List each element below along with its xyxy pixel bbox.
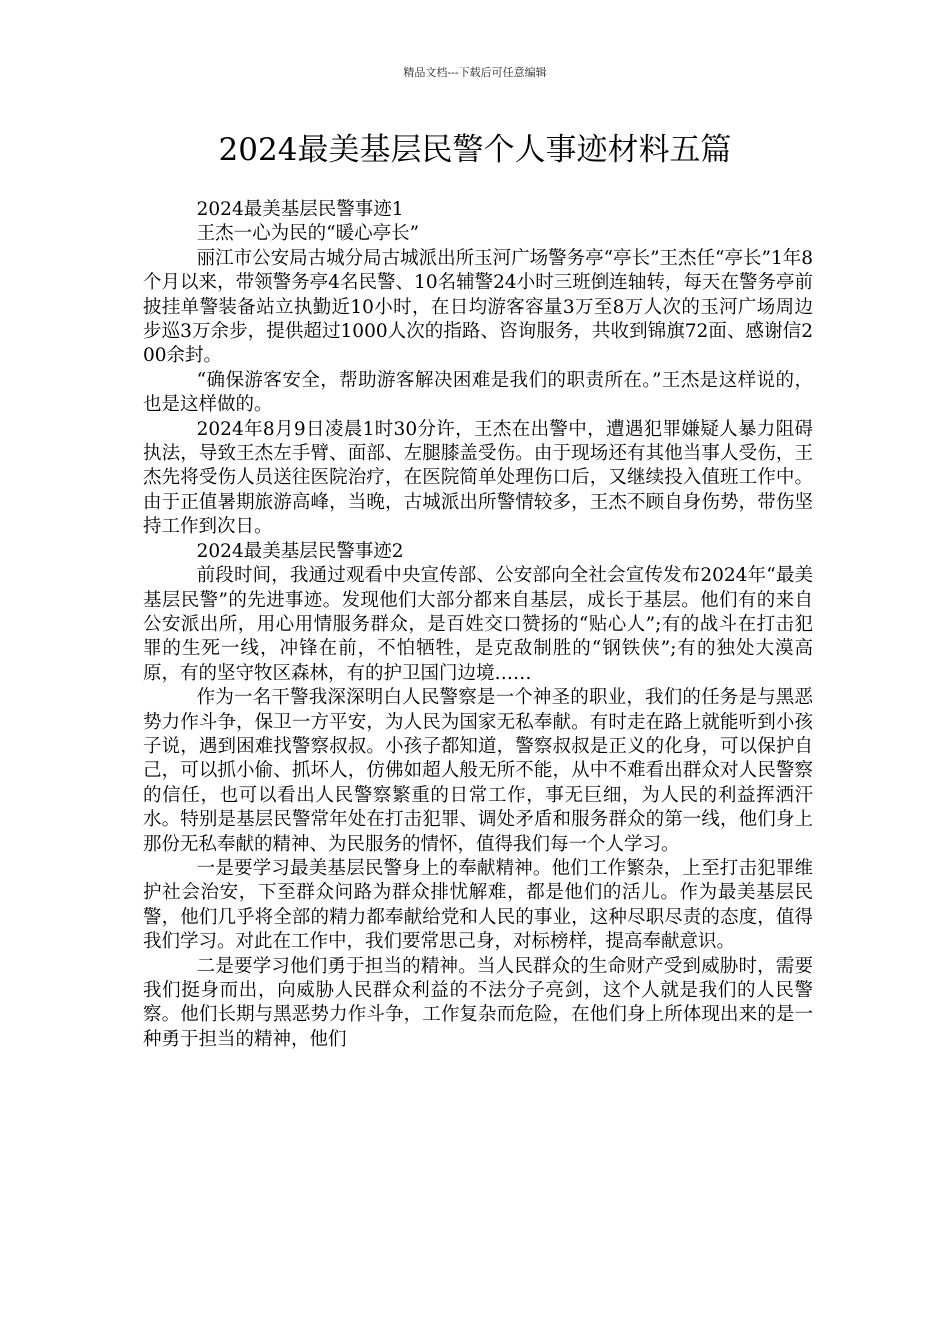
story-subtitle: 王杰一心为民的“暖心亭长” — [196, 223, 420, 245]
body-paragraph: 一是要学习最美基层民警身上的奉献精神。他们工作繁杂，上至打击犯罪维护社会治安，下至群众问路为群众排忧解难，都是他们的活儿。作为最美基层民警，他们几乎将全部的精力都奉献给党和人民的事业，这种尽职尽责的态度，值得我们学习。对此在工作中，我们要常思己身，对标榜样，提高奉献意识。 — [143, 857, 813, 953]
body-paragraph: 丽江市公安局古城分局古城派出所玉河广场警务亭“亭长”王杰任“亭长”1年8个月以来，带领警务亭4名民警、10名辅警24小时三班倒连轴转，每天在警务亭前披挂单警装备站立执勤近10小时，在日均游客容量3万至8万人次的玉河广场周边步巡3万余步，提供超过1000人次的指路、咨询服务，共收到锦旗72面、感谢信200余封。 — [143, 247, 814, 367]
section-heading-1: 2024最美基层民警事迹1 — [196, 199, 404, 220]
body-paragraph: 前段时间，我通过观看中央宣传部、公安部向全社会宣传发布2024年“最美基层民警”的先进事迹。发现他们大部分都来自基层，成长于基层。他们有的来自公安派出所，用心用情服务群众，是百姓交口赞扬的“贴心人”;有的战斗在打击犯罪的生死一线，冲锋在前，不怕牺牲，是克敌制胜的“钢铁侠”;有的独处大漠高原，有的坚守牧区森林，有的护卫国门边境…… — [143, 565, 813, 684]
body-paragraph: 作为一名干警我深深明白人民警察是一个神圣的职业，我们的任务是与黑恶势力作斗争，保卫一方平安，为人民为国家无私奉献。有时走在路上就能听到小孩子说，遇到困难找警察叔叔。小孩子都知道，警察叔叔是正义的化身，可以保护自己，可以抓小偷、抓坏人，仿佛如超人般无所不能，从中不难看出群众对人民警察的信任，也可以看出人民警察繁重的日常工作，事无巨细，为人民的利益挥洒汗水。特别是基层民警常年处在打击犯罪、调处矛盾和服务群众的第一线，他们身上那份无私奉献的精神、为民服务的情怀，值得我们每一个人学习。 — [143, 687, 813, 855]
document-body — [143, 198, 813, 1052]
page-header-note: 精品文档---下载后可任意编辑 — [403, 66, 547, 79]
body-paragraph: 2024年8月9日凌晨1时30分许，王杰在出警中，遭遇犯罪嫌疑人暴力阻碍执法，导致王杰左手臂、面部、左腿膝盖受伤。由于现场还有其他当事人受伤，王杰先将受伤人员送往医院治疗，在医院简单处理伤口后，又继续投入值班工作中。由于正值暑期旅游高峰，当晚，古城派出所警情较多，王杰不顾自身伤势，带伤坚持工作到次日。 — [143, 418, 813, 538]
body-paragraph: 二是要学习他们勇于担当的精神。当人民群众的生命财产受到威胁时，需要我们挺身而出，向威胁人民群众利益的不法分子亮剑，这个人就是我们的人民警察。他们长期与黑恶势力作斗争，工作复杂而危险，在他们身上所体现出来的是一种勇于担当的精神，他们 — [143, 955, 813, 1050]
section-heading-2: 2024最美基层民警事迹2 — [196, 540, 404, 562]
document-title: 2024最美基层民警个人事迹材料五篇 — [218, 132, 732, 168]
body-paragraph: “确保游客安全，帮助游客解决困难是我们的职责所在。”王杰是这样说的，也是这样做的。 — [143, 369, 813, 416]
